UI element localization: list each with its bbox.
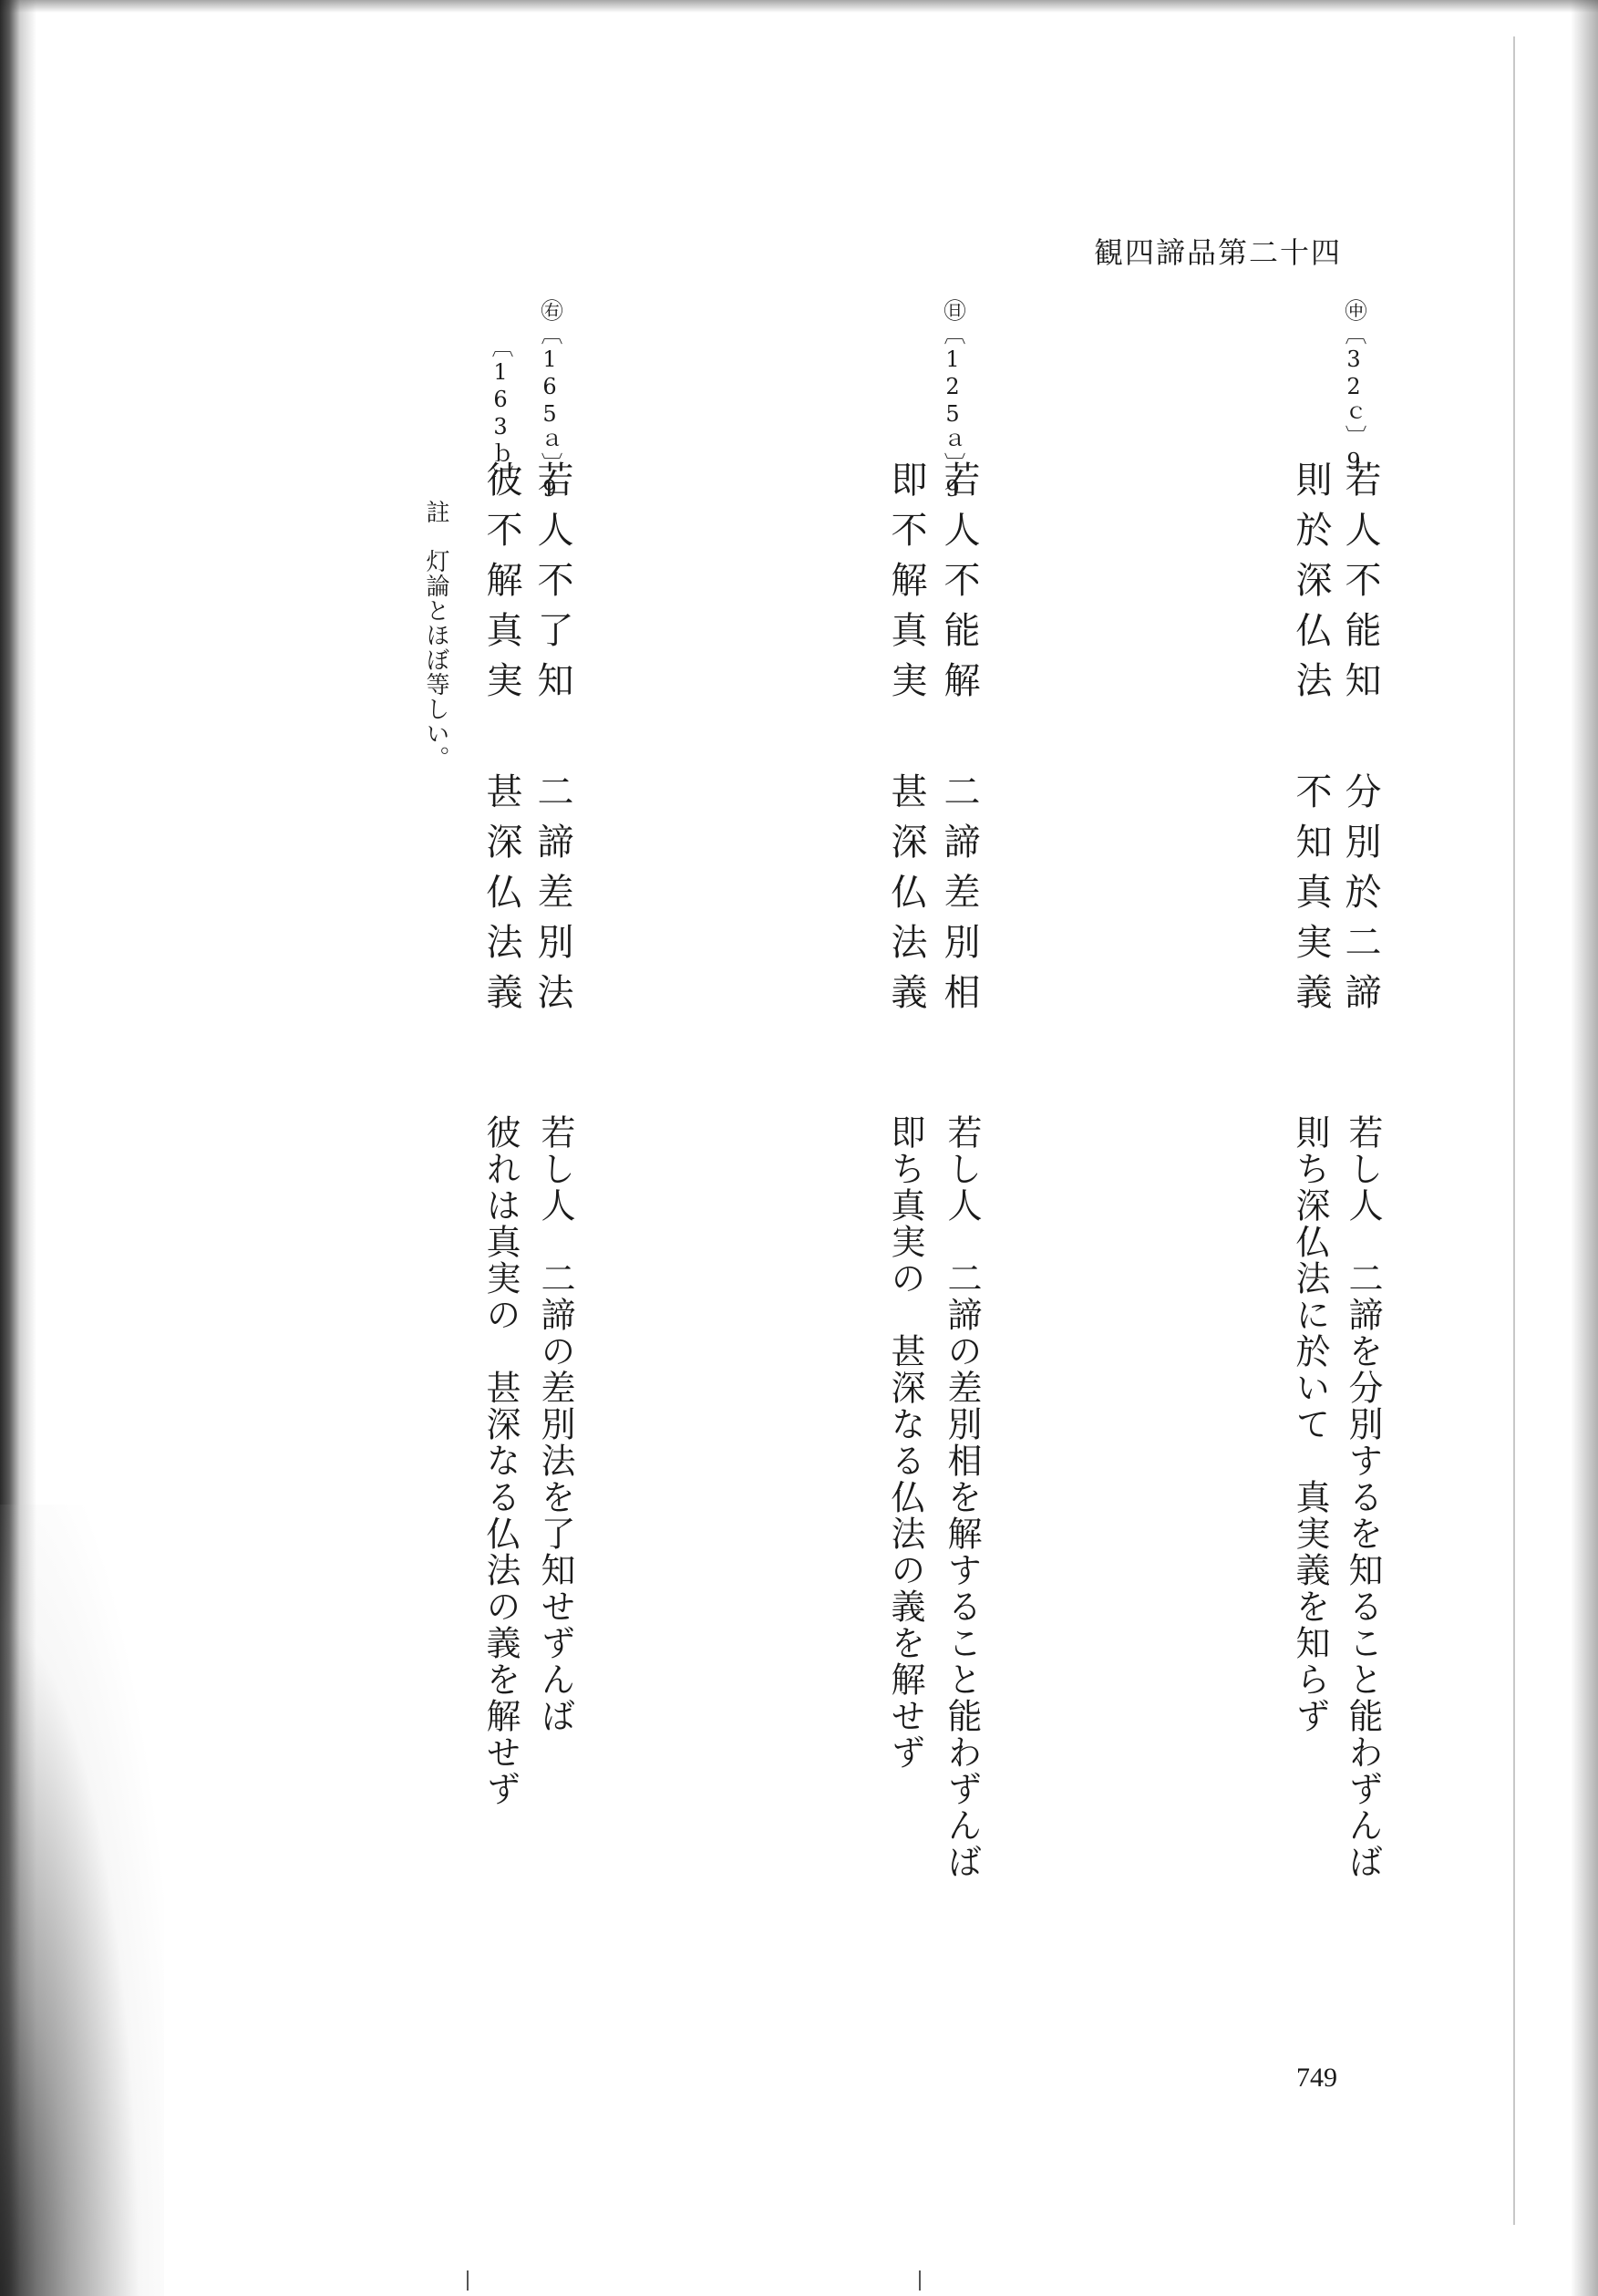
section-3-marker: ㊨〔165ａ〕9 <box>537 299 562 503</box>
section-3-translation-line-1: 若し人 二諦の差別法を了知せずんば <box>535 1114 575 1734</box>
section-1-translation-line-2: 則ち深仏法に於いて 真実義を知らず <box>1290 1114 1330 1734</box>
section-2-verse-line-2b: 甚深仏法義 <box>885 772 927 1023</box>
section-3-verse-line-1a: 若人不了知 <box>531 460 573 711</box>
section-1-verse-line-2b: 不知真実義 <box>1290 772 1332 1023</box>
section-2-verse-line-1a: 若人不能解 <box>938 460 980 711</box>
page-number: 749 <box>1296 2063 1337 2093</box>
scan-fold-line <box>1513 36 1515 2225</box>
section-3-marker-alt: 〔163ｂ〕 <box>488 336 513 489</box>
section-2-verse-line-2a: 即不解真実 <box>885 460 927 711</box>
section-2-translation-line-1: 若し人 二諦の差別相を解すること能わずんば <box>942 1114 982 1880</box>
scan-mark <box>467 2270 469 2291</box>
section-2-marker: ㊐〔125ａ〕9 <box>940 299 965 503</box>
section-3-verse-line-1b: 二諦差別法 <box>531 772 573 1023</box>
page-right-edge <box>1562 0 1598 2296</box>
section-3-verse-line-2a: 彼不解真実 <box>480 460 522 711</box>
footnote: 註 灯論とほぼ等しい。 <box>422 500 449 771</box>
binding-shadow-corner <box>0 1505 164 2296</box>
section-1-marker: ㊥〔32ｃ〕9 <box>1341 299 1366 476</box>
section-1-verse-line-1a: 若人不能知 <box>1339 460 1381 711</box>
section-1-translation-line-1: 若し人 二諦を分別するを知ること能わずんば <box>1343 1114 1383 1880</box>
section-3-translation-line-2: 彼れは真実の 甚深なる仏法の義を解せず <box>480 1114 521 1807</box>
section-2-verse-line-1b: 二諦差別相 <box>938 772 980 1023</box>
section-1-verse-line-1b: 分別於二諦 <box>1339 772 1381 1023</box>
scan-mark <box>919 2270 921 2291</box>
section-2-translation-line-2: 即ち真実の 甚深なる仏法の義を解せず <box>885 1114 925 1771</box>
section-3-verse-line-2b: 甚深仏法義 <box>480 772 522 1023</box>
section-1-verse-line-2a: 則於深仏法 <box>1290 460 1332 711</box>
running-head: 観四諦品第二十四 <box>1094 235 1343 270</box>
page-top-edge <box>0 0 1598 13</box>
